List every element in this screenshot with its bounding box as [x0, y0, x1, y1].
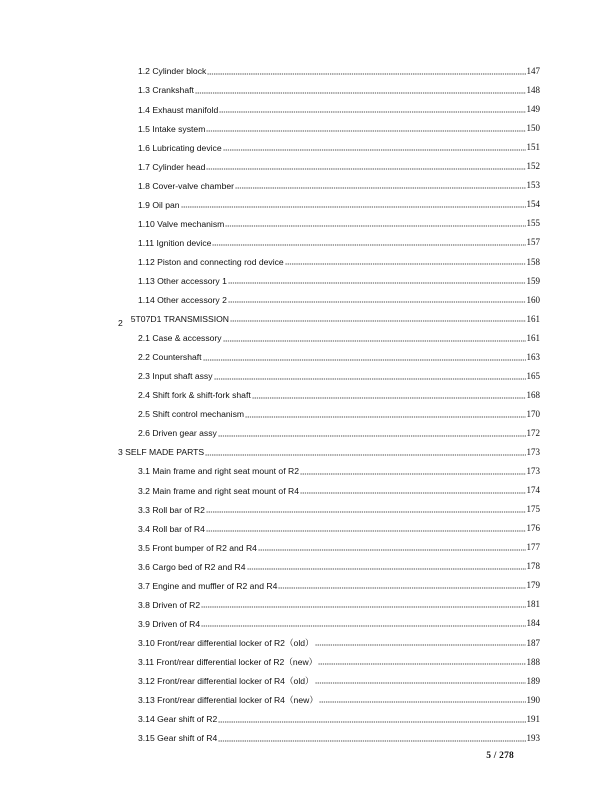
dot-leader	[206, 518, 526, 532]
toc-entry-link[interactable]	[138, 271, 540, 290]
toc-entry-link[interactable]	[138, 671, 540, 690]
toc-entry-page-number: 187	[526, 637, 540, 648]
toc-entry-link[interactable]	[138, 480, 540, 499]
dot-leader	[206, 499, 526, 513]
toc-entry-page-number: 181	[526, 599, 540, 610]
toc-entry-page-number: 172	[526, 427, 540, 438]
dot-leader	[318, 652, 525, 666]
dot-leader	[230, 309, 525, 323]
toc-entry-page-number: 179	[526, 580, 540, 591]
dot-leader	[252, 385, 526, 399]
toc-entry	[0, 728, 612, 747]
toc-entry-page-number: 161	[526, 332, 540, 343]
toc-entry-link[interactable]	[138, 709, 540, 728]
dot-leader	[319, 690, 526, 704]
toc-entry-link[interactable]	[138, 613, 540, 632]
toc-entry-page-number: 188	[526, 656, 540, 667]
toc-entry-page-number: 174	[526, 485, 540, 496]
toc-entry-link[interactable]	[138, 232, 540, 251]
toc-entry-link[interactable]	[138, 99, 540, 118]
toc-entry	[0, 518, 612, 537]
toc-entry-title: 3.4 Roll bar of R4	[138, 523, 205, 534]
toc-entry-title: 2.2 Countershaft	[138, 352, 202, 363]
toc-entry-link[interactable]	[138, 728, 540, 747]
toc-entry-link[interactable]	[138, 252, 540, 271]
toc-entry-title: 2.4 Shift fork & shift-fork shaft	[138, 390, 251, 401]
dot-leader	[285, 252, 526, 266]
toc-entry-title: 1.4 Exhaust manifold	[138, 104, 219, 115]
dot-leader	[225, 213, 525, 227]
toc-entry-link[interactable]	[138, 213, 540, 232]
dot-leader	[223, 328, 526, 342]
toc-entry-title: 3.5 Front bumper of R2 and R4	[138, 542, 257, 553]
toc-entry	[0, 480, 612, 499]
toc-entry	[0, 347, 612, 366]
toc-entry	[0, 423, 612, 442]
toc-entry-link[interactable]	[138, 80, 540, 99]
toc-entry-title: 2.5 Shift control mechanism	[138, 409, 245, 420]
toc-entry-title: 2.1 Case & accessory	[138, 333, 222, 344]
toc-entry-page-number: 177	[526, 542, 540, 553]
toc-entry	[0, 594, 612, 613]
toc-entry	[0, 537, 612, 556]
toc-entry-page-number: 161	[526, 313, 540, 324]
toc-entry-title: 3.7 Engine and muffler of R2 and R4	[138, 580, 278, 591]
toc-entry	[0, 613, 612, 632]
toc-entry-link[interactable]	[138, 537, 540, 556]
toc-entry-title: 1.2 Cylinder block	[138, 66, 207, 77]
toc-entry	[0, 461, 612, 480]
toc-entry-page-number: 154	[526, 199, 540, 210]
toc-entry-link[interactable]	[138, 690, 540, 709]
dot-leader	[218, 709, 525, 723]
dot-leader	[195, 80, 526, 94]
toc-entry-link[interactable]	[138, 61, 540, 80]
toc-entry-page-number: 160	[526, 294, 540, 305]
toc-entry-link[interactable]	[138, 633, 540, 652]
toc-entry-title: 1.3 Crankshaft	[138, 85, 194, 96]
toc-entry	[0, 404, 612, 423]
toc-entry-title: 3.1 Main frame and right seat mount of R2	[138, 466, 299, 477]
toc-entry-page-number: 151	[526, 142, 540, 153]
toc-entry-page-number: 173	[526, 447, 540, 457]
toc-entry-page-number: 150	[526, 123, 540, 134]
toc-entry	[0, 328, 612, 347]
toc-entry	[0, 556, 612, 575]
dot-leader	[278, 575, 525, 589]
toc-entry	[0, 271, 612, 290]
toc-entry	[0, 442, 612, 461]
toc-entry	[0, 252, 612, 271]
toc-entry	[0, 652, 612, 671]
dot-leader	[245, 404, 525, 418]
toc-entry-link[interactable]	[138, 175, 540, 194]
dot-leader	[300, 461, 526, 475]
toc-entry-title: 3.10 Front/rear differential locker of R2（old）	[138, 637, 314, 648]
toc-entry-link[interactable]	[138, 328, 540, 347]
toc-entry-page-number: 165	[526, 370, 540, 381]
toc-entry	[0, 118, 612, 137]
toc-entry-title: 5T07D1 TRANSMISSION	[130, 314, 230, 325]
toc-entry-title: 3.6 Cargo bed of R2 and R4	[138, 561, 246, 572]
toc-entry-title: 3.12 Front/rear differential locker of R4（old）	[138, 676, 314, 686]
dot-leader	[315, 671, 526, 685]
toc-entry-title: 1.9 Oil pan	[138, 199, 180, 210]
dot-leader	[258, 537, 526, 551]
toc-entry-title: 2.3 Input shaft assy	[138, 371, 213, 382]
toc-entry-title: 3.14 Gear shift of R2	[138, 714, 218, 725]
toc-entry-title: 3.3 Roll bar of R2	[138, 504, 205, 515]
toc-entry-page-number: 178	[526, 561, 540, 572]
toc-entry-link[interactable]	[138, 652, 540, 671]
dot-leader	[247, 556, 526, 570]
toc-entry-link[interactable]	[138, 385, 540, 404]
toc-entry-page-number: 158	[526, 256, 540, 267]
dot-leader	[218, 728, 525, 742]
toc-entry-title: 3.8 Driven of R2	[138, 599, 201, 610]
toc-entry	[0, 575, 612, 594]
toc-entry	[0, 137, 612, 156]
toc-entry	[0, 671, 612, 690]
dot-leader	[207, 61, 525, 75]
dot-leader	[228, 271, 526, 285]
toc-entry-link[interactable]	[138, 347, 540, 366]
toc-entry-title: 3.2 Main frame and right seat mount of R4	[138, 485, 299, 496]
dot-leader	[315, 633, 526, 647]
toc-entry-title: 1.8 Cover-valve chamber	[138, 180, 235, 191]
toc-entry-link[interactable]	[138, 404, 540, 423]
dot-leader	[219, 99, 525, 113]
toc-entry-page-number: 173	[526, 466, 540, 477]
toc-entry-title: 1.11 Ignition device	[138, 237, 212, 248]
toc-entry-page-number: 190	[526, 694, 540, 705]
toc-entry-page-number: 163	[526, 351, 540, 362]
toc-entry-link[interactable]	[138, 137, 540, 156]
toc-entry-title: 1.5 Intake system	[138, 123, 206, 134]
toc-entry	[0, 213, 612, 232]
toc-entry-page-number: 152	[526, 161, 540, 172]
toc-entry-title: 3.11 Front/rear differential locker of R2（new）	[138, 656, 318, 667]
toc-entry-link[interactable]	[118, 442, 540, 461]
toc-entry	[0, 80, 612, 99]
toc-entry-title: 1.14 Other accessory 2	[138, 295, 227, 305]
toc-entry-link[interactable]	[138, 366, 540, 385]
toc-entry-title: 1.6 Lubricating device	[138, 142, 222, 153]
toc-entry-link[interactable]	[138, 156, 540, 175]
toc-entry	[0, 156, 612, 175]
toc-entry-title: 1.13 Other accessory 1	[138, 275, 227, 286]
dot-leader	[206, 118, 525, 132]
toc-entry-title: 3.13 Front/rear differential locker of R4（new）	[138, 695, 318, 706]
toc-entry	[0, 690, 612, 709]
toc-entry	[0, 309, 612, 328]
toc-entry-page-number: 170	[526, 408, 540, 419]
dot-leader	[203, 347, 526, 361]
toc-entry-link[interactable]	[138, 461, 540, 480]
dot-leader	[235, 175, 525, 189]
toc-entry-title: 2.6 Driven gear assy	[138, 428, 217, 439]
dot-leader	[223, 137, 526, 151]
toc-entry-link[interactable]	[138, 118, 540, 137]
toc-entry	[0, 499, 612, 518]
toc-entry-link[interactable]	[138, 556, 540, 575]
toc-entry-page-number: 184	[526, 618, 540, 629]
toc-entry-title: 1.10 Valve mechanism	[138, 218, 225, 229]
page-number: 5 / 278	[486, 751, 514, 761]
dot-leader	[205, 442, 525, 456]
toc-entry	[0, 290, 612, 309]
toc-entry-link[interactable]	[138, 575, 540, 594]
toc-entry-link[interactable]	[138, 518, 540, 537]
dot-leader	[212, 232, 525, 246]
toc-entry-title: 3.9 Driven of R4	[138, 618, 201, 629]
toc-entry-title: 3 SELF MADE PARTS	[118, 447, 205, 458]
dot-leader	[201, 613, 525, 627]
toc-entry-link[interactable]	[138, 423, 540, 442]
toc-entry-page-number: 175	[526, 504, 540, 515]
dot-leader	[214, 366, 526, 380]
toc-entry-link[interactable]	[138, 290, 540, 309]
dot-leader	[181, 194, 526, 208]
toc-entry	[0, 232, 612, 251]
toc-entry	[0, 633, 612, 652]
toc-entry-page-number: 153	[526, 180, 540, 191]
toc-entry-page-number: 159	[526, 275, 540, 286]
toc-entry-link[interactable]	[138, 194, 540, 213]
toc-entry-number: 2	[118, 318, 123, 329]
dot-leader	[300, 480, 526, 494]
dot-leader	[218, 423, 526, 437]
dot-leader	[206, 156, 525, 170]
toc-entry-page-number: 157	[526, 237, 540, 248]
toc-entry	[0, 709, 612, 728]
toc-entry-link[interactable]	[118, 309, 540, 328]
toc-entry	[0, 194, 612, 213]
toc-entry-page-number: 176	[526, 523, 540, 534]
toc-entry-title: 1.7 Cylinder head	[138, 161, 206, 172]
toc-entry	[0, 175, 612, 194]
toc-entry-title: 1.12 Piston and connecting rod device	[138, 256, 284, 267]
dot-leader	[201, 594, 525, 608]
toc-entry-page-number: 193	[526, 732, 540, 743]
toc-entry-page-number: 191	[526, 713, 540, 724]
toc-entry	[0, 366, 612, 385]
toc-entry-page-number: 149	[526, 104, 540, 115]
toc-entry-link[interactable]	[138, 499, 540, 518]
toc-entry-page-number: 147	[526, 66, 540, 76]
dot-leader	[228, 290, 526, 304]
toc-entry	[0, 61, 612, 80]
toc-entry-page-number: 168	[526, 389, 540, 400]
toc-entry-page-number: 155	[526, 218, 540, 229]
toc-entry-page-number: 189	[526, 675, 540, 686]
toc-entry	[0, 385, 612, 404]
toc-entry-title: 3.15 Gear shift of R4	[138, 733, 218, 744]
toc-entry-page-number: 148	[526, 85, 540, 96]
toc-entry-link[interactable]	[138, 594, 540, 613]
toc-entry	[0, 99, 612, 118]
